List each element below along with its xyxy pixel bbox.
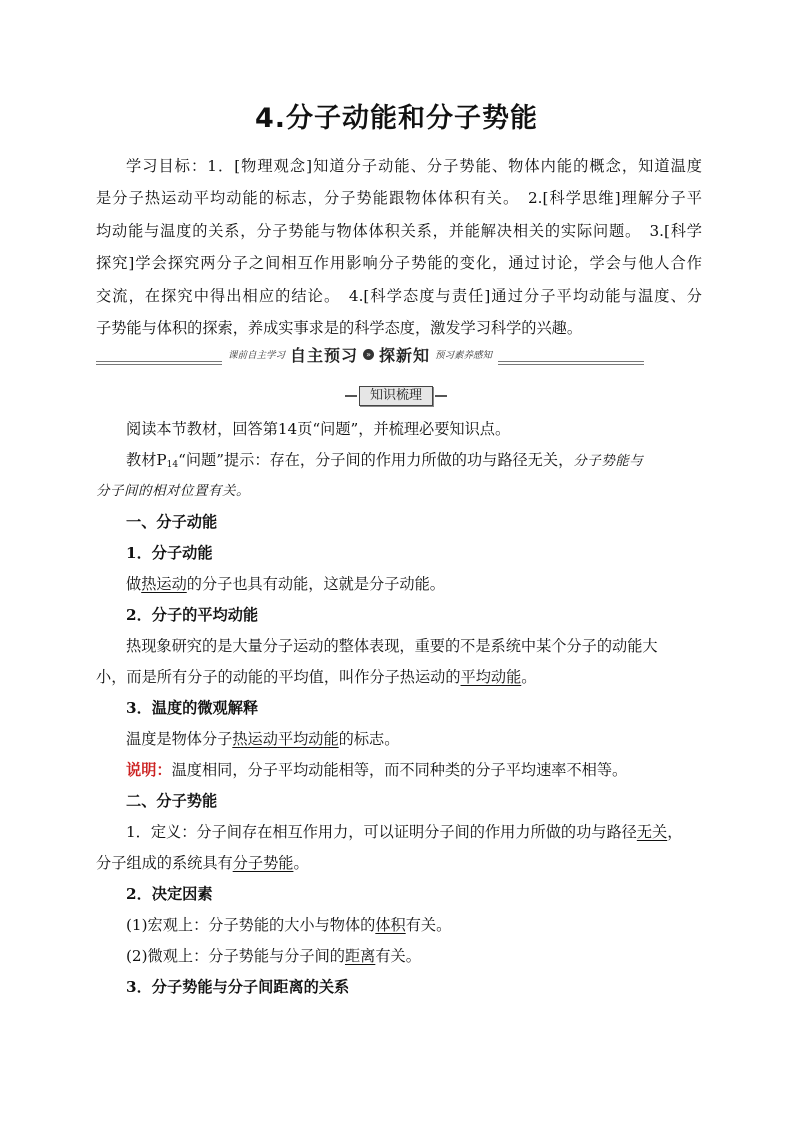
goals-line: 交流，在探究中得出相应的结论。 4.[科学态度与责任]通过分子平均动能与温度、分 bbox=[96, 286, 702, 305]
text: 小，而是所有分子的动能的平均值，叫作分子热运动的 bbox=[96, 668, 461, 686]
underlined-answer: 热运动 bbox=[141, 575, 187, 593]
underlined-answer: 无关 bbox=[636, 823, 668, 841]
hint-text: 教材P bbox=[126, 451, 167, 469]
subsection-heading: 1．分子动能 bbox=[126, 544, 213, 562]
content-body bbox=[96, 414, 702, 1003]
note-paragraph bbox=[96, 755, 702, 786]
subsection-heading: 2．分子的平均动能 bbox=[126, 606, 259, 624]
banner-content bbox=[222, 343, 498, 365]
banner-right-caption: 预习素养感知 bbox=[435, 350, 493, 361]
learning-goals bbox=[96, 150, 702, 344]
banner-left-caption: 课前自主学习 bbox=[228, 350, 286, 361]
text: 有关。 bbox=[405, 916, 452, 934]
label-dash-left bbox=[345, 395, 357, 397]
note-label: 说明： bbox=[126, 761, 172, 779]
text: 1．定义：分子间存在相互作用力，可以证明分子间的作用力所做的功与路径 bbox=[126, 823, 637, 841]
knowledge-label-text: 知识梳理 bbox=[359, 386, 433, 406]
banner-main-subtitle: 探新知 bbox=[379, 345, 431, 365]
hint-text: “问题”提示：存在，分子间的作用力所做的功与路径无关， bbox=[178, 451, 574, 469]
page-subscript: 14 bbox=[166, 460, 179, 470]
goals-line: 是分子热运动平均动能的标志，分子势能跟物体体积有关。 2.[科学思维]理解分子平 bbox=[96, 189, 702, 208]
paragraph bbox=[96, 569, 702, 600]
paragraph bbox=[96, 910, 702, 941]
text: (2)微观上：分子势能与分子间的 bbox=[126, 947, 345, 965]
hint-continuation: 分子间的相对位置有关。 bbox=[96, 483, 250, 499]
subsection-heading: 3．分子势能与分子间距离的关系 bbox=[126, 978, 350, 996]
underlined-answer: 体积 bbox=[375, 916, 406, 934]
paragraph-line bbox=[96, 817, 702, 848]
paragraph-line bbox=[96, 662, 702, 693]
hint-italic-text: 分子势能与 bbox=[573, 453, 644, 469]
underlined-answer: 距离 bbox=[344, 947, 376, 965]
text: 。 bbox=[521, 668, 537, 686]
subsection-heading: 3．温度的微观解释 bbox=[126, 699, 259, 717]
text: 有关。 bbox=[375, 947, 421, 965]
text: ， bbox=[667, 823, 683, 841]
section-heading: 一、分子动能 bbox=[126, 513, 218, 531]
text: 做 bbox=[126, 575, 142, 593]
label-dash-right bbox=[435, 395, 447, 397]
goals-line: 均动能与温度的关系，分子势能与物体体积关系，并能解决相关的实际问题。 3.[科学 bbox=[96, 221, 702, 240]
paragraph-line: 热现象研究的是大量分子运动的整体表现，重要的不是系统中某个分子的动能大 bbox=[126, 637, 658, 655]
text: 的分子也具有动能，这就是分子动能。 bbox=[186, 575, 445, 593]
paragraph bbox=[96, 724, 702, 755]
paragraph-line bbox=[96, 848, 702, 879]
goals-line: 学习目标：1．[物理观念]知道分子动能、分子势能、物体内能的概念，知道温度 bbox=[126, 157, 702, 175]
underlined-answer: 平均动能 bbox=[460, 668, 522, 686]
underlined-answer: 分子势能 bbox=[232, 854, 294, 872]
subsection-heading: 2．决定因素 bbox=[126, 885, 213, 903]
paragraph bbox=[96, 941, 702, 972]
section-heading: 二、分子势能 bbox=[126, 792, 218, 810]
intro-text: 阅读本节教材，回答第14页“问题”，并梳理必要知识点。 bbox=[126, 420, 511, 438]
knowledge-label bbox=[345, 386, 447, 406]
banner-main-title: 自主预习 bbox=[290, 345, 359, 365]
text: 分子组成的系统具有 bbox=[96, 854, 233, 872]
text: 。 bbox=[293, 854, 309, 872]
note-text: 温度相同，分子平均动能相等，而不同种类的分子平均速率不相等。 bbox=[171, 761, 628, 779]
page-title: 4.分子动能和分子势能 bbox=[254, 103, 539, 134]
text: 的标志。 bbox=[338, 730, 400, 748]
hint-paragraph bbox=[96, 445, 702, 476]
text: (1)宏观上：分子势能的大小与物体的 bbox=[126, 916, 376, 934]
text: 温度是物体分子 bbox=[126, 730, 233, 748]
banner-arrow-icon: » bbox=[363, 349, 374, 360]
section-banner bbox=[96, 343, 644, 369]
goals-line: 子势能与体积的探索，养成实事求是的科学态度，激发学习科学的兴趣。 bbox=[96, 319, 582, 338]
underlined-answer: 平均动能 bbox=[277, 730, 339, 748]
goals-line: 探究]学会探究两分子之间相互作用影响分子势能的变化，通过讨论，学会与他人合作 bbox=[96, 254, 702, 273]
underlined-answer: 热运动 bbox=[232, 730, 278, 748]
